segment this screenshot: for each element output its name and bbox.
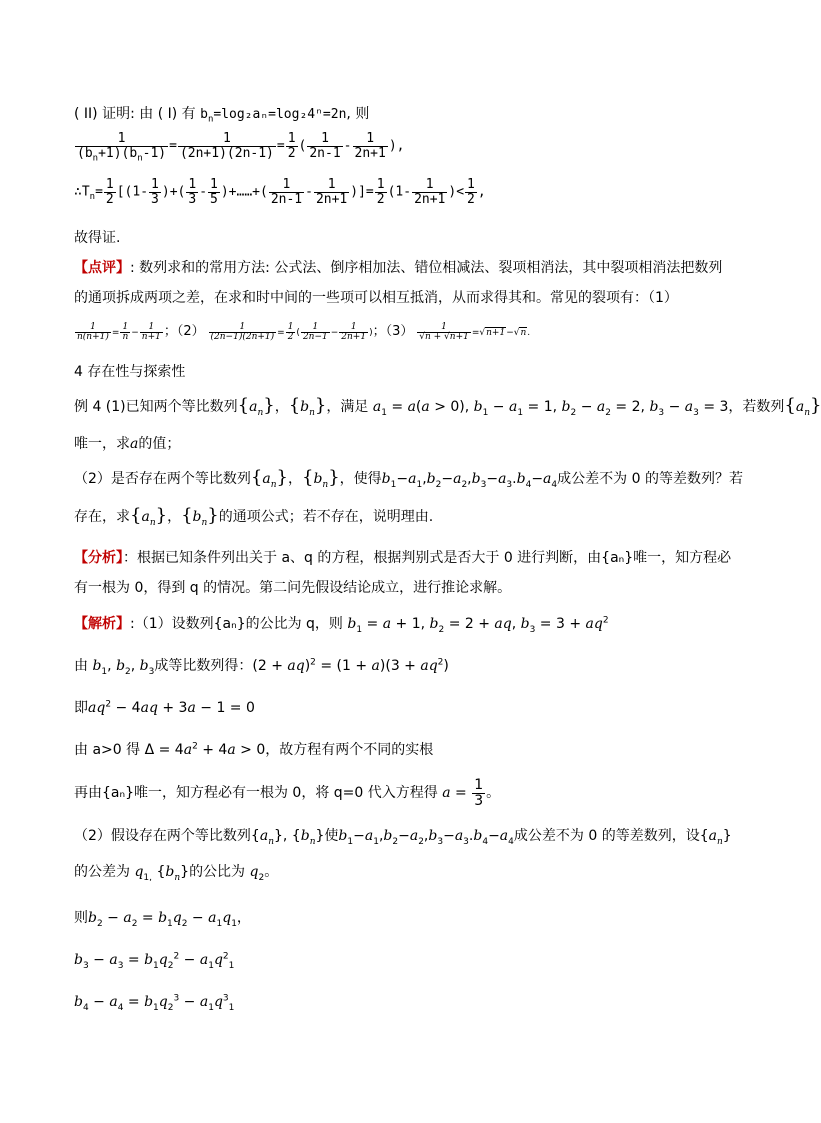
ex4-p2-c: 成公差不为 0 的等差数列？若 <box>557 471 743 487</box>
remark-formulas: $\frac{1}{n(n+1)}$ = $\frac{1}{n}$ − $\frac{1}{n+1}$ ；（2） $\frac{1}{(2n-1)(2n+1)}$ = $\frac{1}{2}$ ( $\frac{1}{2n-1}$ − $\frac{1}{2n+1}$ )；（3） $\frac{1}{√n + √n+1}$ =√n+1−√n. <box>77 321 531 342</box>
sol-l5-b: 。 <box>486 785 501 802</box>
sol2-l1-a: （2）假设存在两个等比数列 <box>74 828 251 844</box>
ex4-l2-a: 唯一，求 <box>74 436 130 452</box>
sol-l4-b: ，故方程有两个不同的实根 <box>265 742 434 758</box>
remark-line-2: 的通项拆成两项之差，在求和时中间的一些项可以相互抵消，从而求得其和。常见的裂项有：（1） <box>74 290 678 306</box>
analysis-line-1 <box>74 548 731 568</box>
remark-text-1: : 数列求和的常用方法: 公式法、倒序相加法、错位相减法、裂项相消法，其中裂项相消法把数列 <box>130 260 723 276</box>
solution2-line-1: （2）假设存在两个等比数列$\{a_n\}$, $\{b_n\}$使$b_1-a_1,b_2-a_2,b_3-a_3.b_4-a_4$成公差不为 0 的等差数列，设$\{a_n\}$ <box>74 828 732 847</box>
sol-l1: :（1）设数列{aₙ}的公比为 q，则 <box>130 616 343 632</box>
solution-line-2: 由 $b_1$, $b_2$, $b_3$成等比数列得：$(2 + aq)^2 = (1 + a)(3 + aq^2)$ <box>74 657 449 677</box>
analysis-tag: 【分析】 <box>74 550 123 566</box>
remark-n2: ；（2） <box>163 324 205 339</box>
proof-then: , 则 <box>346 106 370 122</box>
sol-l5-a: 再由{aₙ}唯一，知方程必有一根为 0，将 q=0 代入方程得 <box>74 785 438 802</box>
solution2-line-5: $b_4 - a_4 = b_1q_2^3 - a_1q^3_1$ <box>74 993 235 1013</box>
solution2-line-2: 的公差为 $q_{1,}$ $\{b_n\}$的公比为 $q_2$。 <box>74 864 279 883</box>
tn-sum-line: $\therefore T_n=$ $\frac{1}{2}$ [(1- $\frac{1}{3}$ )+( $\frac{1}{3}$ - $\frac{1}{5}$ )+……+( $\frac{1}{2n-1}$ - $\frac{1}{2n+1}$ )]= $\frac{1}{2}$ (1- $\frac{1}{2n+1}$ )< $\frac{1}{2}$ , <box>74 177 486 207</box>
remark-line-1 <box>74 258 722 278</box>
sol2-l2-a: 的公差为 <box>74 864 130 880</box>
example4-part2-line-1: （2）是否存在两个等比数列$\{a_n\}$，$\{b_n\}$，使得$b_1-a_1,b_2-a_2,b_3-a_3.b_4-a_4$成公差不为 0 的等差数列？若 <box>74 467 743 490</box>
solution2-line-4: $b_3 - a_3 = b_1q_2^2 - a_1q^2_1$ <box>74 951 235 971</box>
sol-l4-a: 由 a>0 得 <box>74 742 141 758</box>
remark-tag: 【点评】 <box>74 260 130 276</box>
sol-l2-b: 成等比数列得： <box>154 658 253 674</box>
proof-b-symbol: $b_n$ <box>200 107 214 125</box>
remark-n3: ；（3） <box>372 324 414 339</box>
solution-tag: 【解析】 <box>74 616 130 632</box>
sol2-l2-c: 。 <box>264 864 279 880</box>
solution-line-3: 即$aq^2 - 4aq + 3a - 1 = 0$ <box>74 699 255 716</box>
sol2-l3-a: 则 <box>74 910 88 926</box>
analysis-line-2: 有一根为 0，得到 q 的情况。第二问先假设结论成立，进行推论求解。 <box>74 580 512 596</box>
sol-l2-a: 由 <box>74 658 88 674</box>
solution-line-4: 由 a>0 得 $\Delta = 4a^2 + 4a > 0$，故方程有两个不同的实根 <box>74 741 434 758</box>
solution-line-5: 再由{aₙ}唯一，知方程必有一根为 0，将 q=0 代入方程得 a = $\frac{1}{3}$ 。 <box>74 777 501 809</box>
ex4-l1-c: ，若数列 <box>728 399 785 415</box>
fraction-identity: $\frac{1}{(b_n+1)(b_n-1)}$ = $\frac{1}{(2n+1)(2n-1)}$ = $\frac{1}{2}$ ( $\frac{1}{2n-1}$ - $\frac{1}{2n+1}$ ), <box>77 131 405 164</box>
ex4-p2-l2-a: 存在，求 <box>74 509 130 525</box>
example4-line-1: 例 4 (1)已知两个等比数列$\{a_n\}$，$\{b_n\}$，满足 $a_1 = a(a > 0)$, $b_1 - a_1 = 1$, $b_2 - a_2 = 2$, $b_3 - a_3 = 3$，若数列$\{a_n\}$ <box>74 395 821 418</box>
ex4-l1-b: ，满足 <box>326 399 369 415</box>
ex4-p2-l2-b: 的通项公式；若不存在，说明理由. <box>218 509 434 525</box>
sol-l3-a: 即 <box>74 700 88 716</box>
sol2-l1-c: 成公差不为 0 的等差数列，设 <box>513 828 700 844</box>
solution2-line-3: 则$b_2 - a_2 = b_1q_2 - a_1q_1$， <box>74 910 251 929</box>
example4-line-2: 唯一，求a的值； <box>74 436 181 452</box>
example4-part2-line-2: 存在，求$\{a_n\}$，$\{b_n\}$的通项公式；若不存在，说明理由. <box>74 505 434 528</box>
solution-line-1: 【解析】:（1）设数列{aₙ}的公比为 q，则 $b_1 = a + 1$, $b_2 = 2$ + aq, $b_3 = 3 + aq^2$ <box>74 615 609 635</box>
ex4-p2-b: ，使得 <box>339 471 382 487</box>
section-title: 4 存在性与探索性 <box>74 364 186 380</box>
analysis-text-1: ：根据已知条件列出关于 a、q 的方程，根据判别式是否大于 0 进行判断，由{aₙ}唯一，知方程必 <box>123 550 732 566</box>
proof-expr: =log₂aₙ=log₂4ⁿ=2n <box>213 107 347 122</box>
ex4-p2-a: （2）是否存在两个等比数列 <box>74 471 251 487</box>
sol2-l2-b: 的公比为 <box>189 864 246 880</box>
ex4-l1-a: 例 4 (1)已知两个等比数列 <box>74 399 238 415</box>
proof-intro: ( II) 证明: 由 ( I) 有 <box>74 106 196 122</box>
conclude-line: 故得证. <box>74 230 121 246</box>
sol2-l1-b: 使 <box>324 828 339 844</box>
ex4-l2-b: 的值； <box>138 436 181 452</box>
proof-intro-line <box>74 104 369 125</box>
